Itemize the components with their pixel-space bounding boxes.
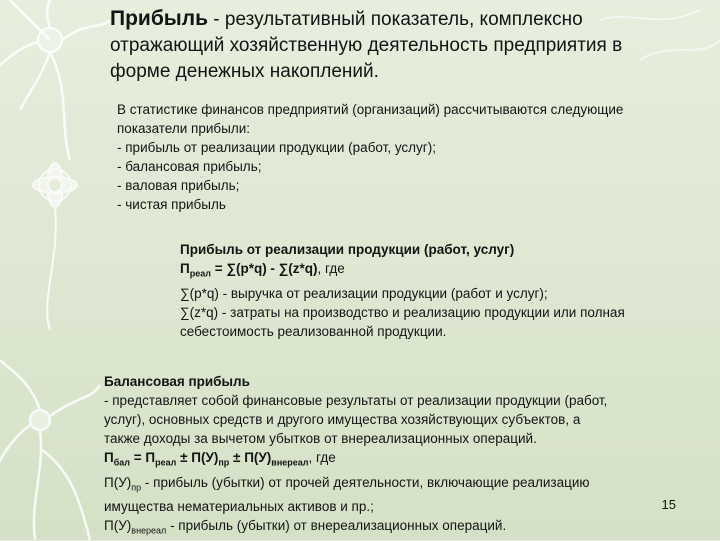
list-item: - прибыль от реализации продукции (работ, услуг); (117, 140, 436, 155)
balance-heading: Балансовая прибыль (104, 374, 250, 389)
flower-icon (32, 162, 77, 330)
realization-heading: Прибыль от реализации продукции (работ, услуг) (180, 242, 515, 257)
realization-profit-section (180, 240, 715, 341)
balance-def-other: $П(У)_{пр}$ - прибыль (убытки) от прочей деятельности, включающие реализацию (104, 474, 590, 493)
balance-line-1: - представляет собой финансовые результаты от реализации продукции (работ, (104, 393, 608, 408)
title-line-1 (110, 6, 710, 33)
title-line-3: форме денежных накоплений. (110, 61, 379, 82)
balance-profit-section (104, 372, 704, 541)
realization-def-costs-cont: себестоимость реализованной продукции. (180, 323, 447, 339)
balance-line-2: услуг), основных средств и другого имущества хозяйствующих субъектов, а (104, 412, 581, 427)
balance-def-nonoperating: $П(У)_{внереал}$ - прибыль (убытки) от внереализационных операций. (104, 518, 507, 537)
list-item: - чистая прибыль (117, 197, 226, 212)
list-item: - балансовая прибыль; (117, 159, 262, 174)
list-item: - валовая прибыль; (117, 178, 240, 193)
realization-formula: $П_{реал} = \sum(p*q) - \sum(z*q)$, где (180, 261, 345, 279)
flower-icon (0, 0, 110, 160)
balance-def-other-cont: имущества нематериальных активов и пр.; (104, 499, 374, 515)
title-line-1-rest: - результативный показатель, комплексно (208, 9, 583, 30)
realization-def-revenue: ∑(p*q) - выручка от реализации продукции (работ и услуг); (180, 285, 548, 301)
realization-def-costs: ∑(z*q) - затраты на производство и реализацию продукции или полная (180, 304, 625, 320)
slide-title (110, 6, 710, 85)
intro-section (117, 100, 717, 214)
intro-line-2: показатели прибыли: (117, 121, 251, 136)
title-line-2: отражающий хозяйственную деятельность предприятия в (110, 35, 623, 56)
title-term: Прибыль (110, 7, 208, 30)
flower-icon (0, 360, 100, 540)
intro-line-1: В статистике финансов предприятий (организаций) рассчитываются следующие (117, 102, 624, 117)
balance-formula: $П_{бал} = П_{реал} \pm П(У)_{пр} \pm П(У)_{внереал}$, где (104, 450, 336, 468)
page-number: 15 (661, 497, 676, 512)
balance-line-3: также доходы за вычетом убытков от внереализационных операций. (104, 431, 537, 446)
